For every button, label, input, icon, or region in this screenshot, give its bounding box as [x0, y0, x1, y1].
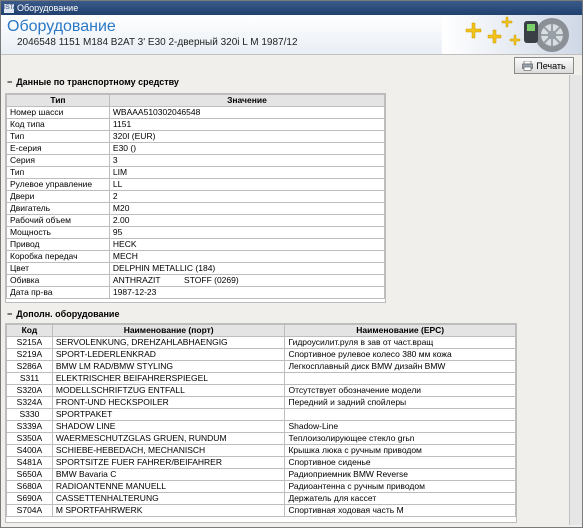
cell-code: S324A — [7, 397, 53, 409]
cell-name-port: SPORTSITZE FUER FAHRER/BEIFAHRER — [52, 457, 285, 469]
cell-value: 320I (EUR) — [109, 131, 384, 143]
table-row[interactable] — [7, 481, 516, 493]
table-row[interactable] — [7, 385, 516, 397]
cell-code: S286A — [7, 361, 53, 373]
table-row[interactable] — [7, 337, 516, 349]
table-row[interactable] — [7, 457, 516, 469]
column-header-type[interactable]: Тип — [7, 95, 110, 107]
table-row[interactable] — [7, 349, 516, 361]
cell-value: E30 () — [109, 143, 384, 155]
cell-type: Двигатель — [7, 203, 110, 215]
cell-type: Тип — [7, 131, 110, 143]
cell-code: S350A — [7, 433, 53, 445]
cell-type: Привод — [7, 239, 110, 251]
table-row[interactable] — [7, 155, 385, 167]
cell-name-port: FRONT-UND HECKSPOILER — [52, 397, 285, 409]
table-row[interactable] — [7, 421, 516, 433]
column-header-code[interactable]: Код — [7, 325, 53, 337]
cell-code: S339A — [7, 421, 53, 433]
cell-code: S704A — [7, 505, 53, 517]
table-row[interactable] — [7, 445, 516, 457]
cell-value: 2.00 — [109, 215, 384, 227]
table-row[interactable] — [7, 203, 385, 215]
cell-name-port: BMW Bavaria C — [52, 469, 285, 481]
cell-value: ANTHRAZIT STOFF (0269) — [109, 275, 384, 287]
cell-type: Рабочий объем — [7, 215, 110, 227]
table-row[interactable] — [7, 287, 385, 299]
cell-type: Двери — [7, 191, 110, 203]
table-row[interactable] — [7, 361, 516, 373]
cell-name-port: WAERMESCHUTZGLAS GRUEN, RUNDUM — [52, 433, 285, 445]
table-row[interactable] — [7, 493, 516, 505]
cell-value: 3 — [109, 155, 384, 167]
cell-code: S311 — [7, 373, 53, 385]
cell-name-epc: Спортивное рулевое колесо 380 мм кожа — [285, 349, 516, 361]
vehicle-section-title: Данные по транспортному средству — [16, 77, 179, 87]
cell-type: Обивка — [7, 275, 110, 287]
cell-value: 1151 — [109, 119, 384, 131]
cell-code: S320A — [7, 385, 53, 397]
cell-code: S400A — [7, 445, 53, 457]
cell-name-port: SPORT-LEDERLENKRAD — [52, 349, 285, 361]
cell-name-port: CASSETTENHALTERUNG — [52, 493, 285, 505]
page-header — [1, 15, 582, 55]
equipment-section-header[interactable] — [1, 307, 119, 321]
equipment-table-header — [7, 325, 516, 337]
table-row[interactable] — [7, 143, 385, 155]
cell-type: Дата пр-ва — [7, 287, 110, 299]
print-label: Печать — [536, 60, 566, 71]
cell-code: S650A — [7, 469, 53, 481]
cell-type: Код типа — [7, 119, 110, 131]
vertical-scrollbar[interactable] — [569, 75, 582, 525]
table-row[interactable] — [7, 409, 516, 421]
cell-name-epc: Теплоизолирующее стекло grьn — [285, 433, 516, 445]
cell-type: Номер шасси — [7, 107, 110, 119]
table-row[interactable] — [7, 167, 385, 179]
cell-name-epc — [285, 409, 516, 421]
cell-value: LL — [109, 179, 384, 191]
cell-type: Тип — [7, 167, 110, 179]
table-row[interactable] — [7, 227, 385, 239]
table-row[interactable] — [7, 179, 385, 191]
table-row[interactable] — [7, 251, 385, 263]
cell-type: Серия — [7, 155, 110, 167]
cell-name-epc: Крышка люка с ручным приводом — [285, 445, 516, 457]
table-row[interactable] — [7, 131, 385, 143]
cell-type: Коробка передач — [7, 251, 110, 263]
column-header-name-epc[interactable]: Наименование (EPC) — [285, 325, 516, 337]
cell-name-epc: Спортивное сиденье — [285, 457, 516, 469]
table-row[interactable] — [7, 239, 385, 251]
cell-name-port: SHADOW LINE — [52, 421, 285, 433]
table-row[interactable] — [7, 263, 385, 275]
cell-code: S215A — [7, 337, 53, 349]
cell-name-epc: Радиоантенна с ручным приводом — [285, 481, 516, 493]
cell-name-epc: Спортивная ходовая часть M — [285, 505, 516, 517]
cell-name-port: SCHIEBE-HEBEDACH, MECHANISCH — [52, 445, 285, 457]
equipment-section-title: Дополн. оборудование — [16, 309, 120, 319]
vehicle-data-table-panel — [5, 93, 386, 303]
equipment-table — [6, 324, 516, 517]
vehicle-section-header[interactable] — [1, 75, 582, 89]
cell-name-epc: Отсутствует обозначение модели — [285, 385, 516, 397]
cell-code: S690A — [7, 493, 53, 505]
printer-icon — [522, 61, 533, 71]
table-row[interactable] — [7, 275, 385, 287]
collapse-icon[interactable]: − — [7, 77, 13, 87]
plus-stars-wheel-icon — [442, 15, 582, 54]
cell-value: M20 — [109, 203, 384, 215]
cell-name-port: ELEKTRISCHER BEIFAHRERSPIEGEL — [52, 373, 285, 385]
cell-name-epc: Передний и задний спойлеры — [285, 397, 516, 409]
cell-name-port: SERVOLENKUNG, DREHZAHLABHAENGIG — [52, 337, 285, 349]
cell-code: S481A — [7, 457, 53, 469]
cell-value: MECH — [109, 251, 384, 263]
cell-value: WBAAA510302046548 — [109, 107, 384, 119]
column-header-name-port[interactable]: Наименование (порт) — [52, 325, 285, 337]
table-row[interactable] — [7, 107, 385, 119]
cell-name-port: SPORTPAKET — [52, 409, 285, 421]
cell-value: LIM — [109, 167, 384, 179]
cell-type: Рулевое управление — [7, 179, 110, 191]
cell-type: Цвет — [7, 263, 110, 275]
toolbar — [1, 55, 582, 75]
cell-value: 2 — [109, 191, 384, 203]
window-title: Оборудование — [17, 3, 79, 13]
table-row[interactable] — [7, 119, 385, 131]
table-row[interactable] — [7, 469, 516, 481]
cell-code: S680A — [7, 481, 53, 493]
vehicle-table-header — [7, 95, 385, 107]
table-row[interactable] — [7, 215, 385, 227]
collapse-icon[interactable]: − — [7, 309, 13, 319]
table-row[interactable] — [7, 433, 516, 445]
cell-type: Мощность — [7, 227, 110, 239]
cell-name-port: M SPORTFAHRWERK — [52, 505, 285, 517]
cell-name-epc: Радиоприемник BMW Reverse — [285, 469, 516, 481]
cell-value: HECK — [109, 239, 384, 251]
cell-type: Е-серия — [7, 143, 110, 155]
cell-name-port: RADIOANTENNE MANUELL — [52, 481, 285, 493]
vehicle-data-table — [6, 94, 385, 299]
cell-name-epc — [285, 373, 516, 385]
cell-name-epc: Гидроусилит.руля в зав от част.вращ — [285, 337, 516, 349]
cell-code: S219A — [7, 349, 53, 361]
title-bar[interactable] — [1, 1, 582, 15]
cell-name-epc: Легкосплавный диск BMW дизайн BMW — [285, 361, 516, 373]
cell-name-epc: Shadow-Line — [285, 421, 516, 433]
table-row[interactable] — [7, 505, 516, 517]
page-title: Оборудование — [7, 18, 116, 35]
table-row[interactable] — [7, 191, 385, 203]
vehicle-subtitle: 2046548 1151 M184 B2AT 3' E30 2-дверный 320i L M 1987/12 — [17, 37, 298, 48]
equipment-table-panel — [5, 323, 517, 523]
cell-value: 1987-12-23 — [109, 287, 384, 299]
app-icon: ISTA — [4, 4, 17, 11]
column-header-value[interactable]: Значение — [109, 95, 384, 107]
print-button[interactable] — [514, 57, 574, 74]
cell-value: 95 — [109, 227, 384, 239]
cell-name-port: BMW LM RAD/BMW STYLING — [52, 361, 285, 373]
cell-name-epc: Держатель для кассет — [285, 493, 516, 505]
cell-code: S330 — [7, 409, 53, 421]
table-row[interactable] — [7, 397, 516, 409]
cell-name-port: MODELLSCHRIFTZUG ENTFALL — [52, 385, 285, 397]
cell-value: DELPHIN METALLIC (184) — [109, 263, 384, 275]
table-row[interactable] — [7, 373, 516, 385]
